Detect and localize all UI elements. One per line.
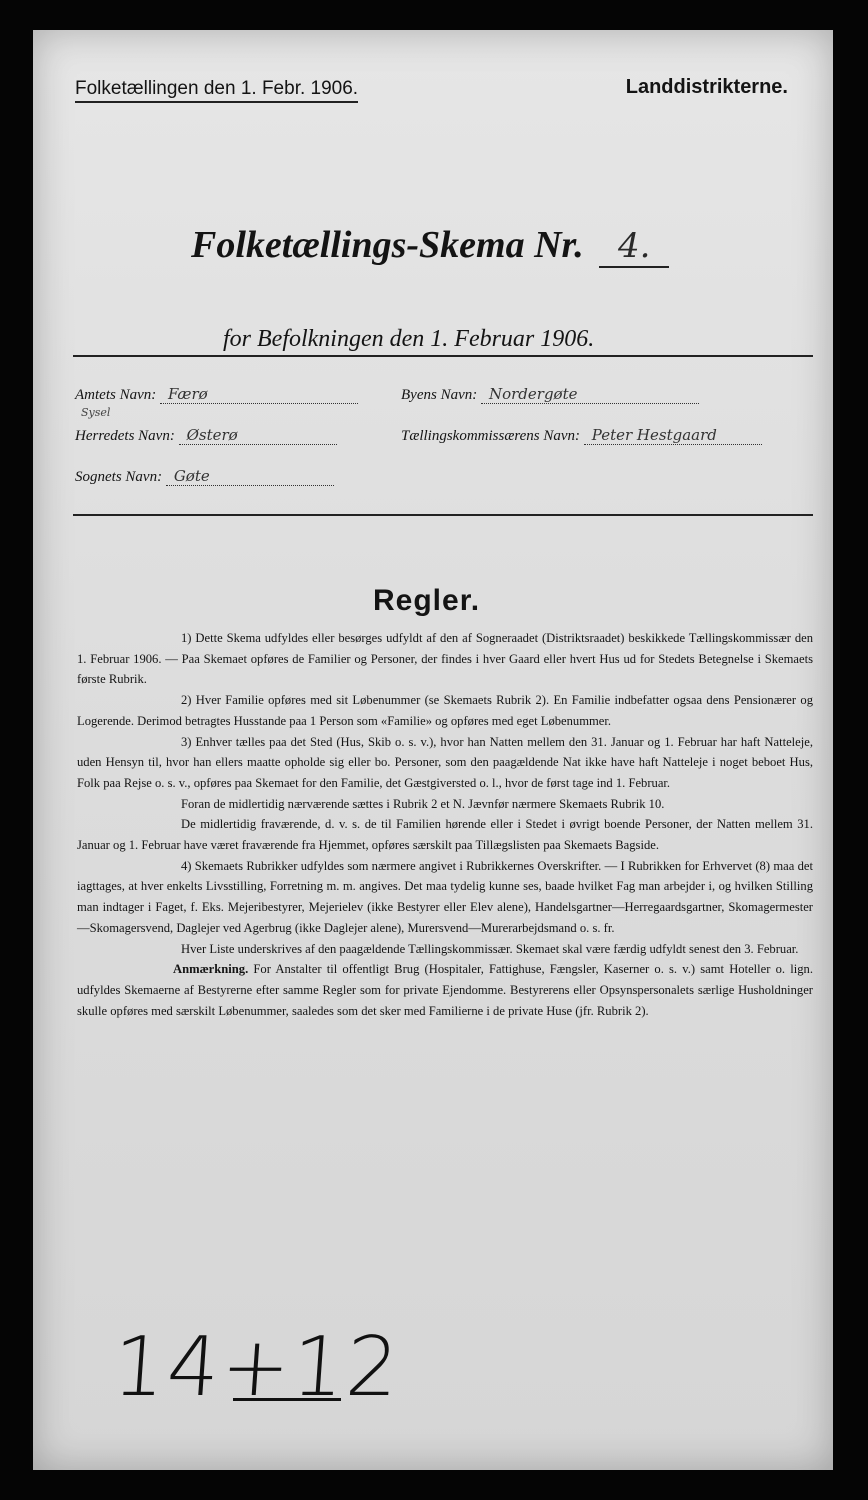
sogn-field: [75, 467, 334, 486]
amt-value: Færø: [160, 385, 358, 404]
bottom-divider: [73, 514, 813, 516]
rule-paragraph: 1) Dette Skema udfyldes eller besørges udfyldt af den af Sogneraadet (Distriktsraadet) beskikkede Tællingskommissær den 1. Februar 1906. — Paa Skemaet opføres de Familier og Personer, der findes i hver Gaard eller hvert Hus ud for Stedets Betegnelse i Skemaets første Rubrik.: [77, 631, 813, 687]
handwritten-underline: [233, 1398, 341, 1401]
kommissaer-field: [401, 426, 762, 445]
form-number: 4.: [599, 226, 669, 268]
rule-paragraph: Foran de midlertidig nærværende sættes i Rubrik 2 et N. Jævnfør nærmere Skemaets Rubrik 10.: [181, 796, 665, 811]
herred-field: [75, 426, 337, 445]
kommissaer-value: Peter Hestgaard: [584, 426, 762, 445]
rules-body: [77, 628, 813, 1021]
byens-field: [401, 385, 699, 404]
amt-field: [75, 385, 358, 404]
census-form-page: [33, 30, 833, 1470]
form-subtitle: for Befolkningen den 1. Februar 1906.: [223, 326, 595, 352]
kommissaer-label: Tællingskommissærens Navn:: [401, 428, 581, 444]
rule-paragraph: Hver Liste underskrives af den paagældende Tællingskommissær. Skemaet skal være færdig udfyldt senest den 3. Februar.: [181, 941, 799, 956]
census-date-header: Folketællingen den 1. Febr. 1906.: [75, 78, 358, 103]
rule-paragraph: 3) Enhver tælles paa det Sted (Hus, Skib o. s. v.), hvor han Natten mellem den 31. Januar og 1. Februar har haft Natteleje, uden Hensyn til, hvor han ellers maatte opholde sig eller bo. Personer, som den paagældende Nat ikke have haft Natteleje i noget beboet Hus, Folk paa Rejse o. s. v., opføres paa Skemaet for den Familie, det Gæstgiversted o. l., hvor de først tage ind 1. Februar.: [77, 734, 813, 790]
byens-value: Nordergøte: [481, 385, 699, 404]
annotation-text: For Anstalter til offentligt Brug (Hospitaler, Fattighuse, Fængsler, Kaserner o. s. v.) samt Hoteller o. lign. udfyldes Skemaerne af Bestyrerne efter samme Regler som for private Ejendomme. Bestyrerens eller Opsynspersonalets særlige Husholdninger skulle opføres med særskilt Løbenummer, saaledes som det sker med Familierne i de private Huse (jfr. Rubrik 2).: [77, 962, 813, 1018]
byens-label: Byens Navn:: [401, 387, 478, 403]
rules-heading: Regler.: [373, 584, 481, 617]
herred-pencil-note: Sysel: [81, 406, 111, 419]
herred-label: Herredets Navn:: [75, 428, 175, 444]
rule-paragraph: 2) Hver Familie opføres med sit Løbenummer (se Skemaets Rubrik 2). En Familie indbefatter ogsaa dens Pensionærer og Logerende. Derimod betragtes Husstande paa 1 Person som «Familie» og opføres med eget Løbenummer.: [77, 693, 813, 728]
form-title: [191, 223, 669, 268]
district-type-header: Landdistrikterne.: [625, 76, 788, 98]
top-divider: [73, 355, 813, 357]
amt-label: Amtets Navn:: [75, 387, 157, 403]
rule-paragraph: 4) Skemaets Rubrikker udfyldes som nærmere angivet i Rubrikkernes Overskrifter. — I Rubrikken for Erhvervet (8) maa det iagttages, at hver enkelts Livsstilling, Forretning m. m. angives. Det maa tydelig kunne ses, baade hvilket Fag man arbejder i, og hvilken Stilling man indtager i Faget, f. Eks. Mejeribestyrer, Mejerielev (ikke Bestyrer eller Elev alene), Handelsgartner—Herregaardsgartner, Skomagermester—Skomagersvend, Daglejer ved Agerbrug (ikke Daglejer alene), Murersvend—Murerarbejdsmand o. s. fr.: [77, 858, 813, 935]
sogn-label: Sognets Navn:: [75, 469, 163, 485]
handwritten-count: 14+12: [109, 1320, 404, 1415]
herred-value: Østerø: [179, 426, 337, 445]
rule-paragraph: De midlertidig fraværende, d. v. s. de til Familien hørende eller i Stedet i øvrigt boende Personer, der Natten mellem 31. Januar og 1. Februar have været fraværende fra Hjemmet, opføres særskilt paa Tillægslisten paa Skemaets Bagside.: [77, 817, 813, 853]
form-title-text: Folketællings-Skema Nr.: [191, 224, 584, 266]
annotation-paragraph: [77, 959, 813, 1021]
annotation-label: Anmærkning.: [173, 962, 249, 977]
sogn-value: Gøte: [166, 467, 334, 486]
